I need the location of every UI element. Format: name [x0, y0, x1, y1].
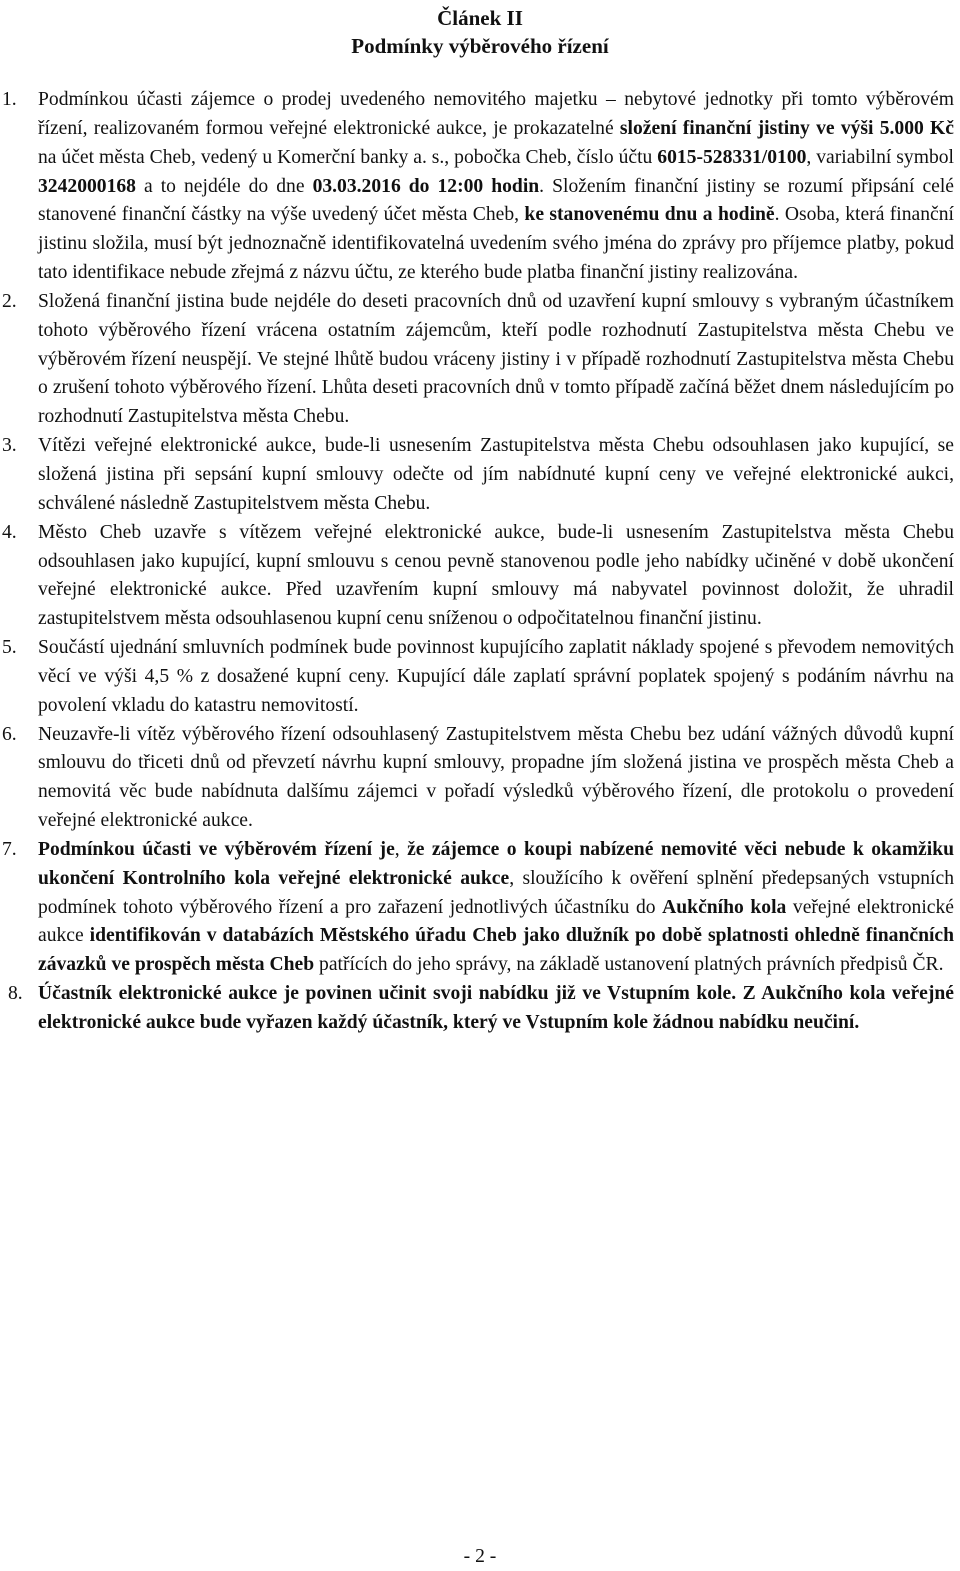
item-text: Podmínkou účasti zájemce o prodej uvedeného nemovitého majetku – nebytové jednotky při tomto výběrovém řízení, realizovaném formou veřejné elektronické aukce, je prokazatelné	[38, 89, 954, 139]
condition-item	[2, 634, 954, 721]
item-text-bold: ke stanovenému dnu a hodině	[524, 204, 775, 226]
condition-item	[2, 288, 954, 432]
condition-item	[2, 86, 954, 288]
article-title: Článek II	[437, 6, 523, 30]
item-text: veřejné elektronické aukce	[38, 896, 954, 947]
item-text-bold: 6015-528331/0100	[657, 146, 807, 168]
item-number: 3.	[2, 435, 17, 457]
conditions-list	[0, 86, 960, 1038]
article-subtitle: Podmínky výběrového řízení	[351, 34, 609, 58]
condition-item	[2, 519, 954, 634]
item-text: . Osoba, která finanční jistinu složila, musí být jednoznačně identifikovatelná uvedením svého jména do zprávy pro příjemce platby, pokud tato identifikace nebude zřejmá z názvu účtu, ze kterého bude platba finanční jistiny realizována.	[38, 204, 954, 284]
item-text: Složená finanční jistina bude nejdéle do deseti pracovních dnů od uzavření kupní smlouvy s vybraným účastníkem tohoto výběrového řízení vrácena ostatním zájemcům, kteří podle rozhodnutí Zastupitelstva města Chebu ve výběrovém řízení neuspějí. Ve stejné lhůtě budou vráceny jistiny i v případě rozhodnutí Zastupitelstva města Chebu o zrušení tohoto výběrového řízení. Lhůta deseti pracovních dnů v tomto případě začíná běžet dnem následujícím po rozhodnutí Zastupitelstva města Chebu.	[38, 290, 954, 428]
item-text: Neuzavře-li vítěz výběrového řízení odsouhlasený Zastupitelstvem města Chebu bez udání vážných důvodů kupní smlouvu do třiceti dnů od převzetí návrhu kupní smlouvy, propadne jím složená jistina ve prospěch města Cheb a nemovitá věc bude nabídnuta dalšímu zájemci v pořadí výsledků výběrového řízení, dle protokolu o provedení veřejné elektronické aukce.	[38, 723, 954, 832]
item-text: Město Cheb uzavře s vítězem veřejné elektronické aukce, bude-li usnesením Zastupitelstva města Chebu odsouhlasen jako kupující, kupní smlouvu s cenou pevně stanovenou podle jeho nabídky učiněné v době ukončení veřejné elektronické aukce. Před uzavřením kupní smlouvy má nabyvatel povinnost doložit, že uhradil zastupitelstvem města odsouhlasenou kupní cenu sníženou o odpočitatelnou finanční jistinu.	[38, 521, 954, 630]
item-number: 8.	[8, 983, 23, 1005]
condition-item	[2, 721, 954, 836]
item-text-bold: 3242000168	[38, 175, 136, 197]
item-text-bold: složení finanční jistiny ve výši 5.000 Kč	[619, 117, 954, 139]
item-text: ,	[394, 838, 408, 860]
item-text-bold: Aukčního kola	[662, 896, 787, 918]
item-number: 1.	[2, 89, 17, 110]
item-text: na účet města Cheb, vedený u Komerční banky a. s., pobočka Cheb, číslo účtu	[38, 146, 658, 168]
condition-item	[2, 836, 954, 980]
item-number: 6.	[2, 723, 17, 745]
item-text: . Složením finanční jistiny se rozumí připsání celé stanovené finanční částky na výše uvedený účet města Cheb,	[38, 175, 954, 226]
item-text-bold: Účastník elektronické aukce je povinen učinit svoji nabídku již ve Vstupním kole. Z Aukčního kola veřejné elektronické aukce bude vyřazen každý účastník, který ve Vstupním kole žádnou nabídku neučiní.	[38, 983, 954, 1033]
item-text-bold: že zájemce o koupi nabízené nemovité věci nebude k okamžiku ukončení Kontrolního kola veřejné elektronické aukce	[38, 838, 954, 889]
item-text: Vítězi veřejné elektronické aukce, bude-li usnesením Zastupitelstva města Chebu odsouhlasen jako kupující, se složená jistina při sepsání kupní smlouvy odečte od jím nabídnuté kupní ceny ve veřejné elektronické aukci, schválené následně Zastupitelstvem města Chebu.	[38, 435, 954, 514]
item-text: , variabilní symbol	[806, 146, 954, 168]
condition-item	[2, 432, 954, 519]
item-text: patřících do jeho správy, na základě ustanovení platných právních předpisů ČR.	[314, 954, 944, 976]
item-text: Součástí ujednání smluvních podmínek bude povinnost kupujícího zaplatit náklady spojené s převodem nemovitých věcí ve výši 4,5 % z dosažené kupní ceny. Kupující dále zaplatí správní poplatek spojený s podáním návrhu na povolení vkladu do katastru nemovitostí.	[38, 637, 954, 716]
item-number: 2.	[2, 290, 17, 312]
item-text-bold: identifikován v databázích Městského úřadu Cheb jako dlužník po době splatnosti ohledně finančních závazků ve prospěch města Cheb	[38, 925, 954, 976]
item-number: 5.	[2, 637, 17, 659]
item-number: 4.	[2, 521, 17, 543]
page-number: - 2 -	[463, 1546, 497, 1567]
condition-item	[8, 980, 954, 1038]
item-number: 7.	[2, 838, 17, 860]
item-text-bold: 03.03.2016 do 12:00 hodin	[312, 175, 540, 197]
item-text-bold: Podmínkou účasti ve výběrovém řízení je	[38, 838, 395, 860]
item-text: , sloužícího k ověření splnění předepsaných vstupních podmínek tohoto výběrového řízení a pro zařazení jednotlivých účastníku do	[38, 867, 954, 918]
item-text: a to nejdéle do dne	[135, 175, 313, 197]
